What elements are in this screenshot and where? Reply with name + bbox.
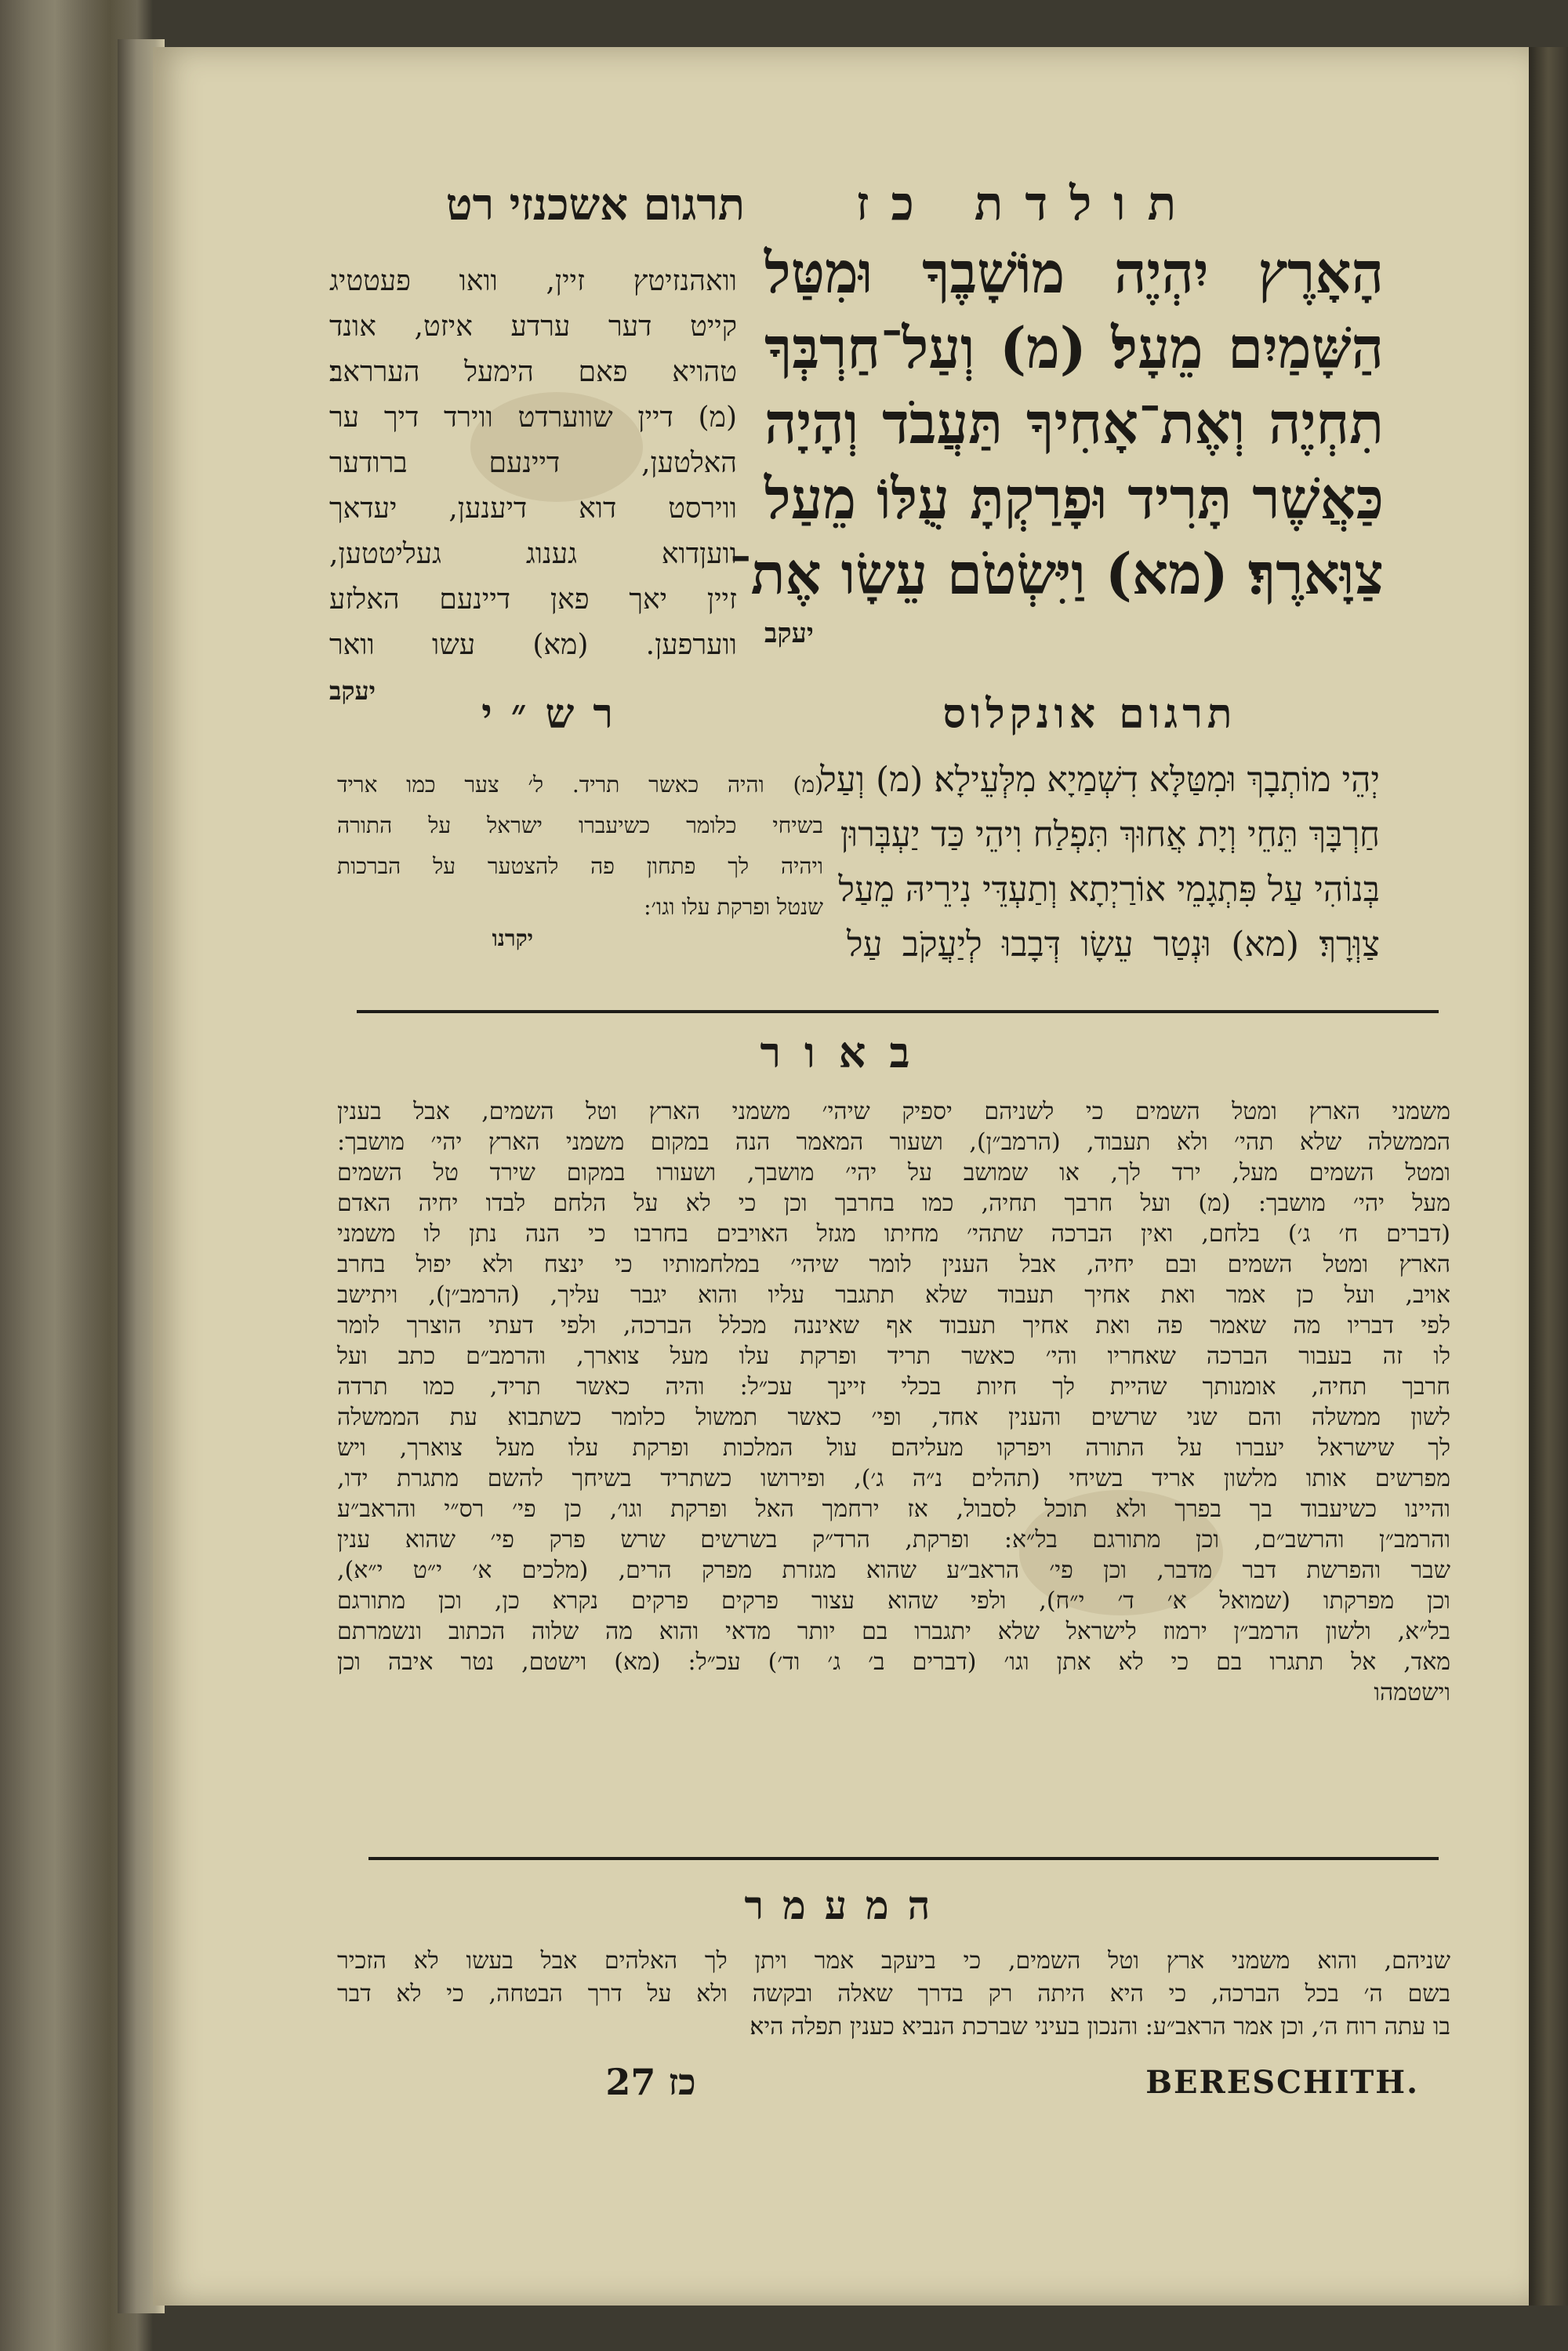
torah-line: כַּאֲשֶׁר תָּרִיד וּפָרַקְתָּ עֻלּוֹ מֵעַל	[764, 465, 1384, 532]
torah-line: צַוָּארֶךָ׃ (מא) וַיִּשְׂטֹם עֵשָׂו אֶת־	[729, 540, 1384, 607]
rashi-line: בשיחי כלומר כשיעברו ישראל על התורה	[337, 812, 823, 838]
parsha-header: תולדת כז	[855, 176, 1199, 231]
rashi-commentary	[337, 765, 823, 928]
onkelos-line: יְהֵי מוֹתְבָךְ וּמִטַּלָּא דִשְׁמַיָא מִלְּעֵילָא׃ (מ) וְעַל	[820, 760, 1380, 800]
biur-line: לו זה בעבור הברכה שאחריו והי׳ כאשר תריד ופרקת עלו מעל צוארך, והרמב״ם כתב ועל	[337, 1343, 1450, 1370]
torah-line: הַשָּׁמַיִם מֵעָל׃ (מ) וְעַל־חַרְבְּךָ	[764, 314, 1384, 381]
biur-line: מעל יהי׳ מושבך: (מ) ועל חרבך תחיה, כמו בחרבך וכן כי לא על הלחם לבדו יחיה האדם	[337, 1190, 1450, 1217]
page-number: כז 27	[605, 2061, 696, 2103]
onkelos-line: חַרְבָּךְ תֵּחֵי וְיָת אֲחוּךְ תִּפְלַח וִיהֵי כַּד יַעְבְּרוּן	[840, 815, 1380, 855]
biur-line: אויב, ועל כן אמר ואת אחיך תעבוד שלא תתגבר עליו והוא יגבר עליך, (הרמב״ן), ויתישב	[337, 1281, 1450, 1309]
torah-line: הָאָרֶץ יִהְיֶה מוֹשָׁבֶךָ וּמִטַּל	[764, 239, 1384, 306]
book-title-footer: BERESCHITH.	[1145, 2064, 1419, 2101]
ashkenazi-translation	[329, 259, 737, 668]
ashkenazi-line: ווערפען. (מא) עשו וואר	[329, 629, 737, 661]
hameamar-title: המעמר	[744, 1882, 949, 1928]
biur-title: באור	[760, 1027, 934, 1077]
hameamar-line: בו עתה רוח ה׳, וכן אמר הראב״ע: והנכון בעיני שברכת הנביא כענין תפלה היא׃	[750, 2013, 1450, 2040]
biur-line: מאד, אל תתגרו בם כי לא אתן וגו׳ (דברים ב׳ ג׳ וד׳) עכ״ל: (מא) וישטם, נטר איבה וכן	[337, 1648, 1450, 1676]
hameamar-text	[337, 1945, 1450, 2044]
ashkenazi-catchword: יעקב	[329, 676, 376, 706]
onkelos-line: בְּנוֹהִי עַל פִּתְגָמֵי אוֹרַיְתָא וְתַעְדֵּי נִירֵיהּ מֵעַל	[838, 870, 1380, 910]
section-divider	[357, 1010, 1439, 1013]
biur-line: (דברים ח׳ ג׳) בלחם, ואין הברכה שתהי׳ מחיתו מגזל האויבים בחרבו כי הנה נתן לו משמני	[337, 1220, 1450, 1248]
rashi-line: (מ) והיה כאשר תריד. ל׳ צער כמו אריד	[337, 772, 823, 798]
rashi-catchword: יקרנו	[492, 925, 533, 951]
ashkenazi-line: וואהנזיטץ זיין, וואו פעטטיג	[329, 265, 737, 297]
biur-line: לך שישראל יעברו על התורה ויפרקו מעליהם עול המלכות ופרקת עלו מעל צוארך, ויש	[337, 1434, 1450, 1462]
ashkenazi-line: האלטען, דיינעם ברודער	[329, 447, 737, 479]
torah-text-block	[729, 235, 1384, 612]
ashkenazi-line: (מ) דיין שווערדט ווירד דיך ער	[329, 402, 737, 434]
biur-line: לפי דבריו מה שאמר פה ואת אחיך תעבוד אף שאיננה מכלל הברכה, ולפי דעתי הוצרך לומר	[337, 1312, 1450, 1339]
biur-line: משמני הארץ ומטל השמים כי לשניהם יספיק שיהי׳ משמני הארץ וטל השמים, אבל בענין	[337, 1098, 1450, 1125]
biur-line: חרבך תחיה, אומנותך שהיית לך חיות בכלי זיינך עכ״ל: והיה כאשר תריד, כמו תרדה	[337, 1373, 1450, 1401]
biur-line: וכן מפרקתו (שמואל א׳ ד׳ י״ח), ולפי שהוא עצור פרקים פרקים נקרא כן, וכן מתורגם	[337, 1587, 1450, 1615]
biur-line: לשון ממשלה והם שני שרשים והענין אחד, ופי׳ כאשר תמשול כלומר כשתבוא עת הממשלה	[337, 1404, 1450, 1431]
torah-line: תִחְיֶה וְאֶת־אָחִיךָ תַּעֲבֹד וְהָיָה	[764, 390, 1384, 456]
biur-line: שבר והפרשת דבר מדבר, וכן פי׳ הראב״ע שהוא מגזרת מפרק הרים, (מלכים א׳ י״ט י״א),	[337, 1557, 1450, 1584]
facing-page-edge	[1529, 47, 1568, 2306]
biur-line: מפרשים אותו מלשון אריד בשיחי (תהלים נ״ה ג׳), ופירושו כשתריד בשיחך להשם מתגרת ידו,	[337, 1465, 1450, 1492]
biur-line: וישטמהו	[1374, 1679, 1450, 1706]
biur-line: בל״א, ולשון הרמב״ן ירמוז לישראל שלא יתגברו בם יותר מדאי והוא מה שלוה הכתוב ונשמרתם	[337, 1618, 1450, 1645]
biur-line: הארץ ומטל השמים ובם יחיה, אבל הענין לומר שיהי׳ במלחמותיו כי ינצח ולא יפול בחרב	[337, 1251, 1450, 1278]
onkelos-line: צַוְּרָךְ׃ (מא) וּנְטַר עֵשָׂו דְּבָבוּ לְיַעֲקֹב עַל	[847, 925, 1380, 965]
biur-commentary	[337, 1096, 1450, 1708]
ashkenazi-line: ווירסט דוא דיענען, יעדאך	[329, 492, 737, 525]
biur-line: הממשלה שלא תהי׳ ולא תעבוד, (הרמב״ן), ושעור המאמר הנה במקום משמני הארץ יהי׳ מושבך:	[337, 1128, 1450, 1156]
torah-catchword: יעקב	[764, 618, 814, 649]
hameamar-line: בשם ה׳ בכל הברכה, כי היא היתה רק בדרך שאלה ובקשה ולא על דרך הבטחה, כי לא דבר	[337, 1980, 1450, 2008]
rashi-title: רש״י	[481, 690, 632, 738]
biur-line: ומטל השמים מעל, ירד לך, או שמושב על יהי׳ מושבך, ושעורו במקום שירד טל השמים	[337, 1159, 1450, 1186]
targum-header: תרגום אשכנזי רט	[445, 179, 745, 231]
section-divider	[368, 1857, 1439, 1860]
onkelos-title: תרגום אונקלוס	[942, 690, 1237, 738]
ashkenazi-line: טהויא פאם הימעל הערראב׃	[329, 356, 737, 388]
ashkenazi-line: זיין יאך פאן דיינעם האלזע	[329, 583, 737, 616]
biur-line: והרמב״ן והרשב״ם, וכן מתורגם בל״א: ופרקת, הרד״ק בשרשים שרש פרק פי׳ שהוא ענין	[337, 1526, 1450, 1553]
rashi-line: ויהיה לך פתחון פה להצטער על הברכות	[337, 853, 823, 879]
biur-line: והיינו כשיעבוד בך בפרך ולא תוכל לסבול, אז ירחמך האל ופרקת וגו׳, כן פי׳ רס״י והראב״ע	[337, 1495, 1450, 1523]
ashkenazi-line: וועןדוא גענוג געליטטען,	[329, 538, 737, 570]
rashi-line: שנטל ופרקת עלו וגו׳:	[644, 894, 823, 920]
ashkenazi-line: קייט דער ערדע איזט, אונד	[329, 311, 737, 343]
hameamar-line: שניהם, והוא משמני ארץ וטל השמים, כי ביעקב אמר ויתן לך האלהים אבל בעשו לא הזכיר	[337, 1947, 1450, 1975]
onkelos-text	[820, 753, 1380, 972]
